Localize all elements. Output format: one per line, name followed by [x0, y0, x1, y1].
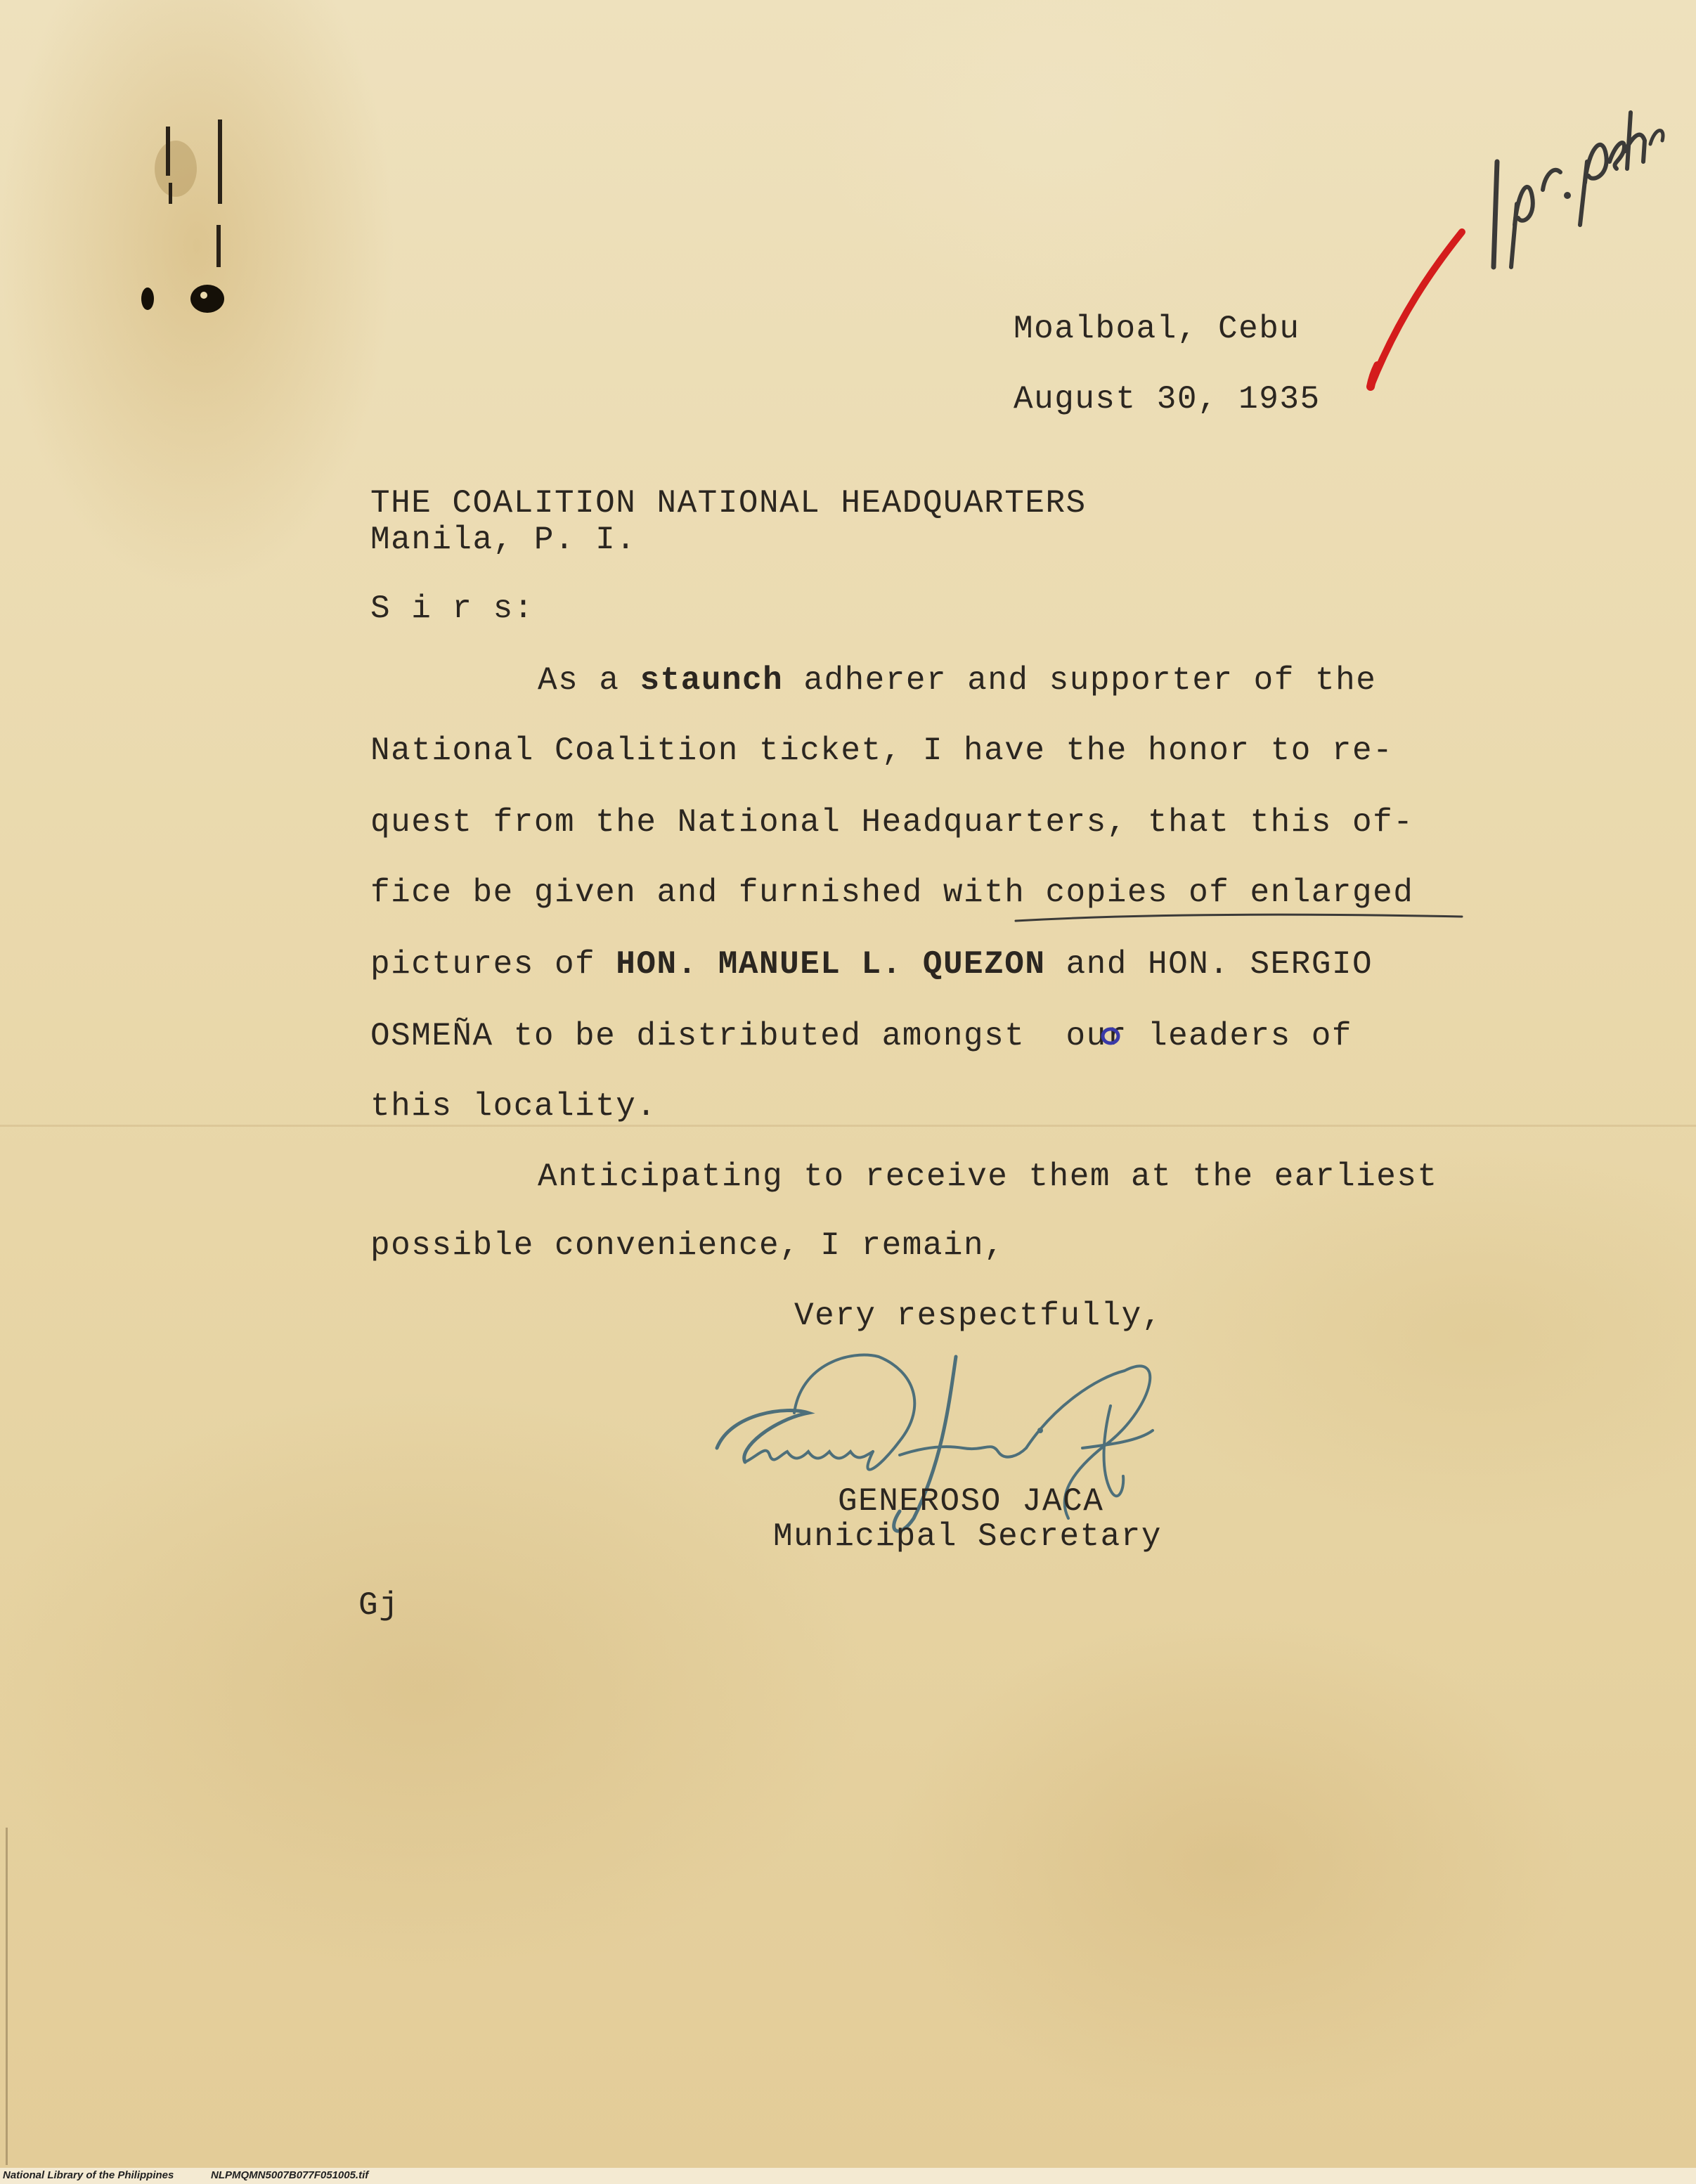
body-line: Anticipating to receive them at the earliest — [538, 1158, 1438, 1195]
body-line: pictures of HON. MANUEL L. QUEZON and HON. SERGIO — [370, 946, 1373, 983]
letter-place: Moalboal, Cebu — [1014, 311, 1300, 347]
body-line: possible convenience, I remain, — [370, 1227, 1005, 1264]
paper-edge-crease — [6, 1828, 8, 2165]
archive-file-id: NLPMQMN5007B077F051005.tif — [211, 2169, 369, 2181]
body-line: quest from the National Headquarters, that this of- — [370, 804, 1414, 841]
typist-initials: Gj — [358, 1587, 400, 1624]
closing-text: Very respectfully, — [794, 1298, 1163, 1334]
signer-name: GENEROSO JACA — [838, 1483, 1104, 1520]
emphasis-word: staunch — [640, 662, 784, 699]
ink-stain-marks — [127, 84, 267, 351]
body-line: fice be given and furnished with copies of enlarged — [370, 874, 1414, 911]
body-line: this locality. — [370, 1088, 657, 1125]
pencil-underline — [1012, 907, 1469, 928]
paper-fold-line — [0, 1125, 1696, 1127]
signer-title: Municipal Secretary — [773, 1518, 1162, 1555]
pencil-note-annotation — [1462, 84, 1673, 281]
red-pencil-check-mark — [1349, 211, 1490, 408]
addressee-city: Manila, P. I. — [370, 522, 637, 558]
body-line: As a staunch adherer and supporter of the — [538, 662, 1377, 699]
body-line: OSMEÑA to be distributed amongst our leaders of — [370, 1018, 1353, 1054]
archive-name: National Library of the Philippines — [3, 2169, 174, 2181]
salutation: S i r s: — [370, 590, 534, 627]
body-line: National Coalition ticket, I have the honor to re- — [370, 732, 1394, 769]
addressee-name: THE COALITION NATIONAL HEADQUARTERS — [370, 485, 1087, 522]
emphasis-name: HON. MANUEL L. QUEZON — [616, 946, 1046, 983]
letter-date: August 30, 1935 — [1014, 381, 1321, 418]
blue-ink-mark — [1096, 1021, 1125, 1049]
